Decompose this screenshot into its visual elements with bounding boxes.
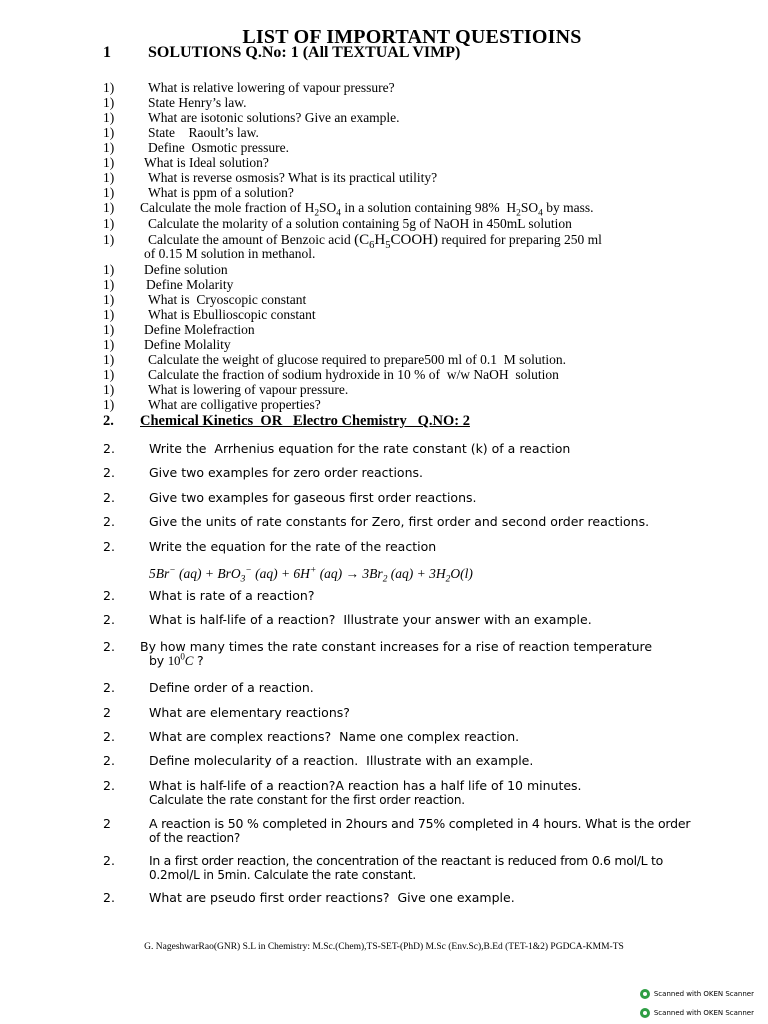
scanner-watermark: Scanned with OKEN Scanner — [640, 1008, 754, 1018]
section-2-number: 2. — [103, 413, 114, 429]
chem-formula: $(C_6H_5COOH)$ — [354, 232, 439, 251]
scanner-watermark: Scanned with OKEN Scanner — [640, 989, 754, 999]
section-1-number: 1 — [103, 44, 111, 61]
temperature-expression: $10^0C$ — [167, 651, 194, 668]
section-2-heading — [103, 413, 470, 430]
section-2-title: Chemical Kinetics OR Electro Chemistry Q.NO: 2 — [140, 413, 470, 429]
chem-formula: $H_2SO_4$ — [506, 200, 543, 219]
document-page: LIST OF IMPORTANT QUESTIOINS 1 SOLUTIONS Q.No: 1 (All TEXTUAL VIMP) 1) What is relative lowering of vapour pressure? 1) State Henry’s law. 1) What are isotonic solutions? Give an example. 1) State Raoult’s law. 1) Define Osmotic pressure. 1) What is Ideal solution? 1) What is reverse osmosis? What is its practical utility? 1) What is ppm of a solution? 1) Calculate the mole fraction of $H_2SO_4$ in a solution containing 98% $H_2SO_4$ by mass. 1) Calculate the molarity of a solution containing 5g of NaOH in 450mL solution 1) Calculate the amount of Benzoic acid $(C_6H_5COOH)$ required for preparing 250 ml of 0.15 M solution in methanol. 1) Define solution 1) Define Molarity 1) What is Cryoscopic constant 1) What is Ebullioscopic constant 1) Define Molefraction 1) Define Molality 1) Calculate the weight of glucose required to prepare500 ml of 0.1 M solution. 1) Calculate the fraction of sodium hydroxide in 10 % of w/w NaOH solution 1) What is lowering of vapour pressure. 1) What are colligative properties? 2. Chemical Kinetics OR Electro Chemistry Q.NO: 2 2. Write the Arrhenius equation for the rate constant (k) of a reaction 2. Give two examples for zero order reactions. 2. Give two examples for gaseous first order reactions. 2. Give the units of rate constants for Zero, first order and second order reactions. 2. Write the equation for the rate of the reaction 5Br− (aq) + BrO$_3$− (aq) + 6H+ $(aq) \to 3Br_2$ $(aq) + 3H_2O(l)$ 2. What is rate of a reaction? 2. What is half-life of a reaction? Illustrate your answer with an example. 2. By how many times the rate constant increases for a rise of reaction temperature by $10^0C$ ? 2. Define order of a reaction. 2 What are elementary reactions? 2. What are complex reactions? Name one complex reaction. 2. Define molecularity of a reaction. Illustrate with an example. 2. What is half-life of a reaction?A reaction has a half life of 10 minutes. Calculate the rate constant for the first order reaction. 2 A reaction is 50 % completed in 2hours and 75% completed in 4 hours. What is the order of the reaction? 2. In a first order reaction, the concentration of the reactant is reduced from 0.6 mol/L to 0.2mol/L in 5min. Calculate the rate constant. 2. What are pseudo first order reactions? Give one example. G. NageshwarRao(GNR) S.L in Chemistry: M.Sc.(Chem),TS-SET-(PhD) M.Sc (Env.Sc),B.Ed (TET-1&2) PGDCA-KMM-TS Scanned with OKEN Scanner Scanned with OKEN Scanner — [0, 0, 768, 1024]
chem-formula: $H_2SO_4$ — [304, 200, 342, 219]
scanner-logo-icon — [640, 989, 650, 999]
page-title: LIST OF IMPORTANT QUESTIOINS — [242, 26, 582, 48]
page-footer: G. NageshwarRao(GNR) S.L in Chemistry: M.Sc.(Chem),TS-SET-(PhD) M.Sc (Env.Sc),B.Ed (TET-1&2) PGDCA-KMM-TS — [144, 942, 624, 952]
section-1-heading — [103, 44, 460, 62]
section-1-title: SOLUTIONS Q.No: 1 (All TEXTUAL VIMP) — [148, 44, 461, 61]
reaction-equation: 5Br− (aq) + BrO$_3$− (aq) + 6H+ $(aq) \to 3Br_2$ $(aq) + 3H_2O(l)$ — [149, 565, 473, 585]
scanner-logo-icon — [640, 1008, 650, 1018]
